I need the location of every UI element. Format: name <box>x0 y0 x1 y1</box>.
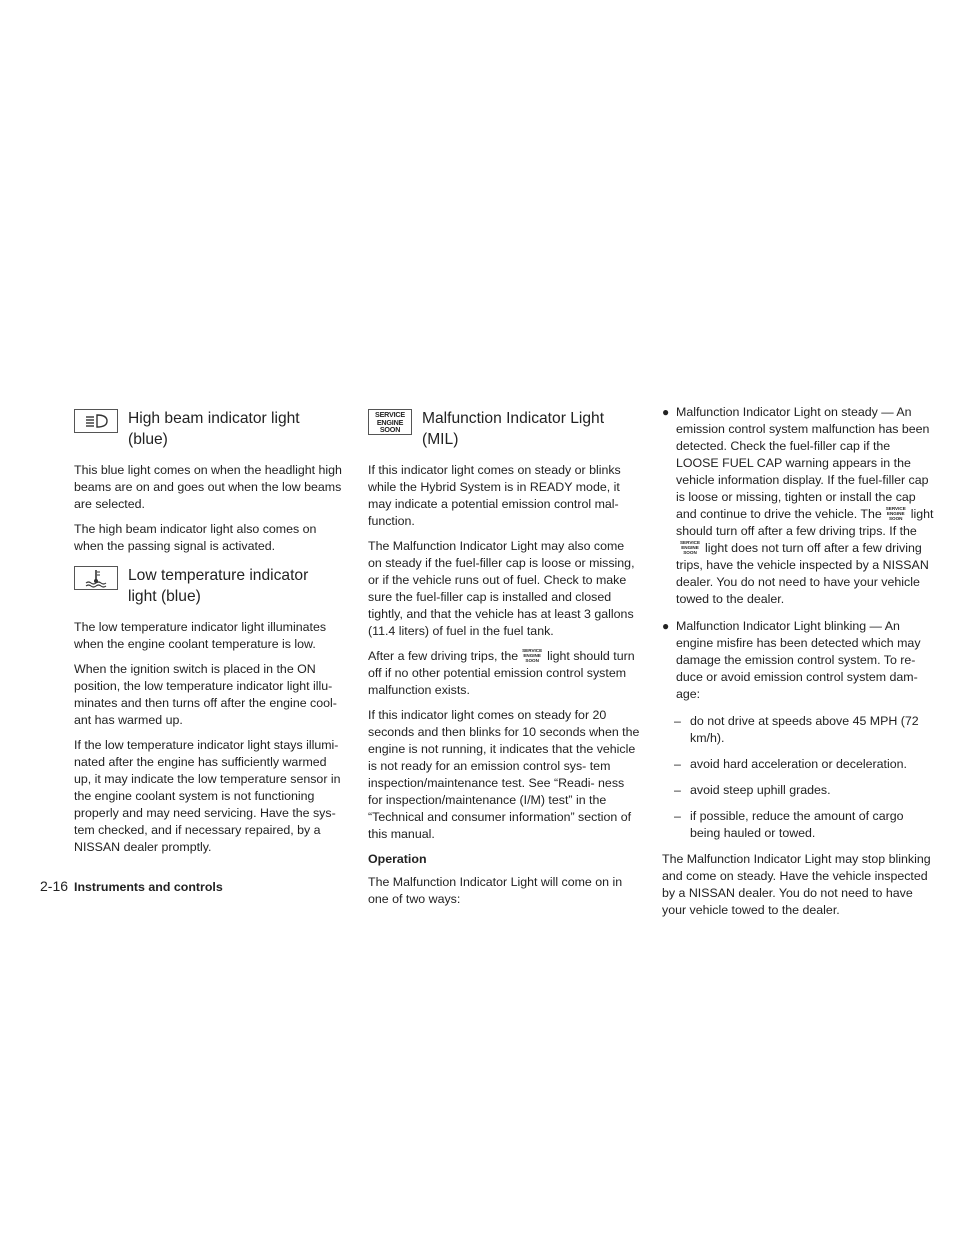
column-1 <box>74 408 346 864</box>
list-item: ● Malfunction Indicator Light blinking — An engine misfire has been detected which may damage the emission control system. To re- duce or avoid emission control system dam- age: <box>662 619 921 701</box>
mil-title: Malfunction Indicator Light (MIL) <box>422 410 605 448</box>
dash-item: – if possible, reduce the amount of cargo being hauled or towed. <box>674 809 904 840</box>
dash-item: – avoid hard acceleration or deceleration. <box>674 757 907 771</box>
high-beam-heading <box>74 408 346 450</box>
mil-paragraph-4: If this indicator light comes on steady for 20 seconds and then blinks for 10 seconds when the engine is not running, it indicates that the vehicle is not ready for an emission control sys- tem inspection/maintenance test. See “Readi- ness for inspection/maintenance (I/M) test” in the “Technical and consumer information” section of this manual. <box>368 708 640 841</box>
mil-paragraph-2: The Malfunction Indicator Light may also come on steady if the fuel-filler cap is loose or missing, or if the vehicle runs out of fuel. Check to make sure the fuel-filler cap is installed and closed tightly, and that the vehicle has at least 3 gallons (11.4 liters) of fuel in the fuel tank. <box>368 539 635 638</box>
dash-item: – do not drive at speeds above 45 MPH (72 km/h). <box>674 714 919 745</box>
column-3 <box>662 404 934 927</box>
mil-paragraph-1: If this indicator light comes on steady or blinks while the Hybrid System is in READY mode, it may indicate a potential emission control mal- function. <box>368 463 621 528</box>
section-title: Instruments and controls <box>74 880 223 894</box>
high-beam-paragraph-2: The high beam indicator light also comes on when the passing signal is activated. <box>74 522 317 553</box>
low-temp-paragraph-1: The low temperature indicator light illuminates when the engine coolant temperature is low. <box>74 620 327 651</box>
final-paragraph: The Malfunction Indicator Light may stop blinking and come on steady. Have the vehicle inspected by a NISSAN dealer. You do not need to have your vehicle towed to the dealer. <box>662 852 931 917</box>
list-item: ● Malfunction Indicator Light on steady — An emission control system malfunction has been detected. Check the fuel-filler cap if the LOOSE FUEL CAP warning appears in the vehicle information display. If the fuel-filler cap is loose or missing, tighten or install the cap and continue to drive the vehicle. The SERVICE ENGINE SOON light should turn off after a few driving trips. If the SERVICE ENGINE SOON light does not turn off after a few driving trips, have the vehicle inspected by a NISSAN dealer. You do not need to have your vehicle towed to the dealer. <box>662 405 934 606</box>
column-2 <box>368 412 640 916</box>
page-footer <box>40 877 223 896</box>
low-temp-title: Low temperature indicator light (blue) <box>128 567 309 605</box>
service-engine-soon-icon: SERVICE ENGINE SOON <box>368 409 412 435</box>
high-beam-icon <box>74 409 118 433</box>
mil-paragraph-5: The Malfunction Indicator Light will come on in one of two ways: <box>368 875 623 906</box>
high-beam-title: High beam indicator light (blue) <box>128 410 300 448</box>
low-temp-heading <box>74 565 346 607</box>
service-engine-soon-icon: SERVICE ENGINE SOON <box>885 506 906 521</box>
bullet-icon: ● <box>662 619 670 633</box>
operation-heading: Operation <box>368 852 427 866</box>
high-beam-paragraph-1: This blue light comes on when the headlight high beams are on and goes out when the low beams are selected. <box>74 463 342 511</box>
page-number: 2-16 <box>40 878 69 894</box>
low-temperature-icon <box>74 566 118 590</box>
mil-heading <box>368 408 640 450</box>
low-temp-paragraph-2: When the ignition switch is placed in the ON position, the low temperature indicator light illu- minates and then turns off after the engine cool- ant has warmed up. <box>74 662 337 727</box>
service-engine-soon-icon: SERVICE ENGINE SOON <box>522 648 543 663</box>
dash-item: – avoid steep uphill grades. <box>674 783 831 797</box>
service-engine-soon-icon: SERVICE ENGINE SOON <box>679 540 701 555</box>
mil-paragraph-3: After a few driving trips, the SERVICE ENGINE SOON light should turn off if no other potential emission control system malfunction exists. <box>368 648 635 697</box>
bullet-icon: ● <box>662 405 670 419</box>
low-temp-paragraph-3: If the low temperature indicator light stays illumi- nated after the engine has sufficiently warmed up, it may indicate the low temperature sensor in the engine coolant system is not functioning properly and may need servicing. Have the sys- tem checked, and if necessary repaired, by a NISSAN dealer promptly. <box>74 738 341 854</box>
